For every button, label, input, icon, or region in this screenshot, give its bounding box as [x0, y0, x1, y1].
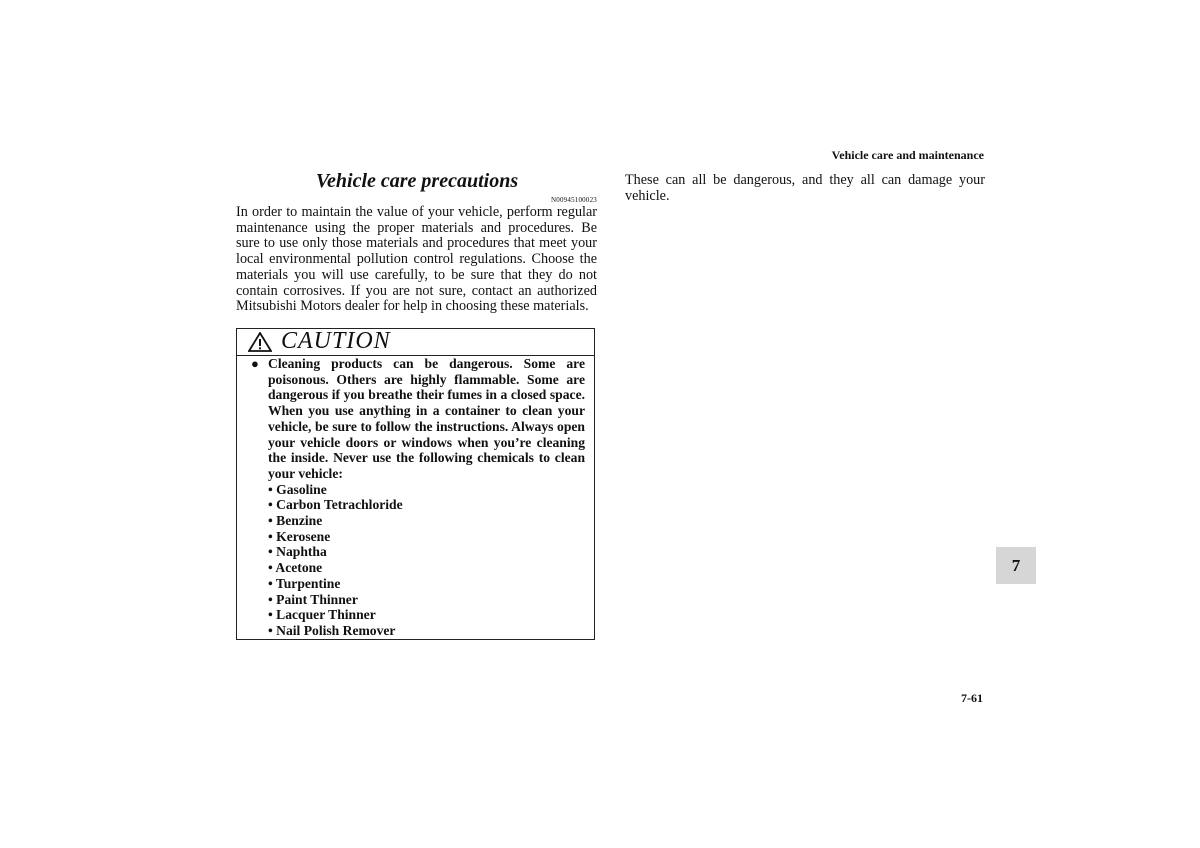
document-code: N00945100023 [551, 196, 597, 204]
list-item: • Nail Polish Remover [268, 622, 396, 638]
running-header: Vehicle care and maintenance [831, 148, 984, 162]
caution-bullet [251, 356, 585, 482]
caution-text: Cleaning products can be dangerous. Some are poisonous. Others are highly flammable. Some are dangerous if you breathe their fumes in a closed space. When you use anything in a container to clean your vehicle, be sure to follow the instructions. Always open your vehicle doors or windows when you’re cleaning the inside. Never use the following chemicals to clean your vehicle: [268, 356, 585, 481]
chapter-tab-number: 7 [1011, 555, 1021, 575]
list-item: • Carbon Tetrachloride [268, 497, 403, 513]
chapter-tab [996, 547, 1036, 584]
page-number: 7-61 [961, 691, 983, 705]
list-item: • Gasoline [268, 481, 327, 497]
list-item: • Benzine [268, 513, 323, 529]
caution-body [251, 356, 585, 639]
intro-paragraph: In order to maintain the value of your vehicle, perform regular maintenance using the proper materials and procedures. Be sure to use only those materials and procedures that meet your local environmental pollution control regulations. Choose the materials you will use carefully, to be sure that they do not contain corrosives. If you are not sure, contact an authorized Mitsubishi Motors dealer for help in choosing these materials. [236, 204, 597, 315]
list-item: • Naphtha [268, 544, 327, 560]
list-item: • Acetone [268, 560, 323, 576]
warning-triangle-icon [248, 332, 272, 352]
list-item: • Lacquer Thinner [268, 607, 376, 623]
caution-box [236, 328, 595, 640]
caution-label: CAUTION [281, 328, 391, 354]
list-item: • Kerosene [268, 528, 331, 544]
section-title: Vehicle care precautions [315, 170, 519, 192]
caution-header [237, 329, 594, 356]
list-item: • Turpentine [268, 575, 341, 591]
right-column-paragraph: These can all be dangerous, and they all can damage your vehicle. [625, 172, 985, 204]
list-item: • Paint Thinner [268, 591, 358, 607]
chemical-list [251, 482, 585, 639]
bullet-dot-icon: ● [251, 356, 259, 371]
